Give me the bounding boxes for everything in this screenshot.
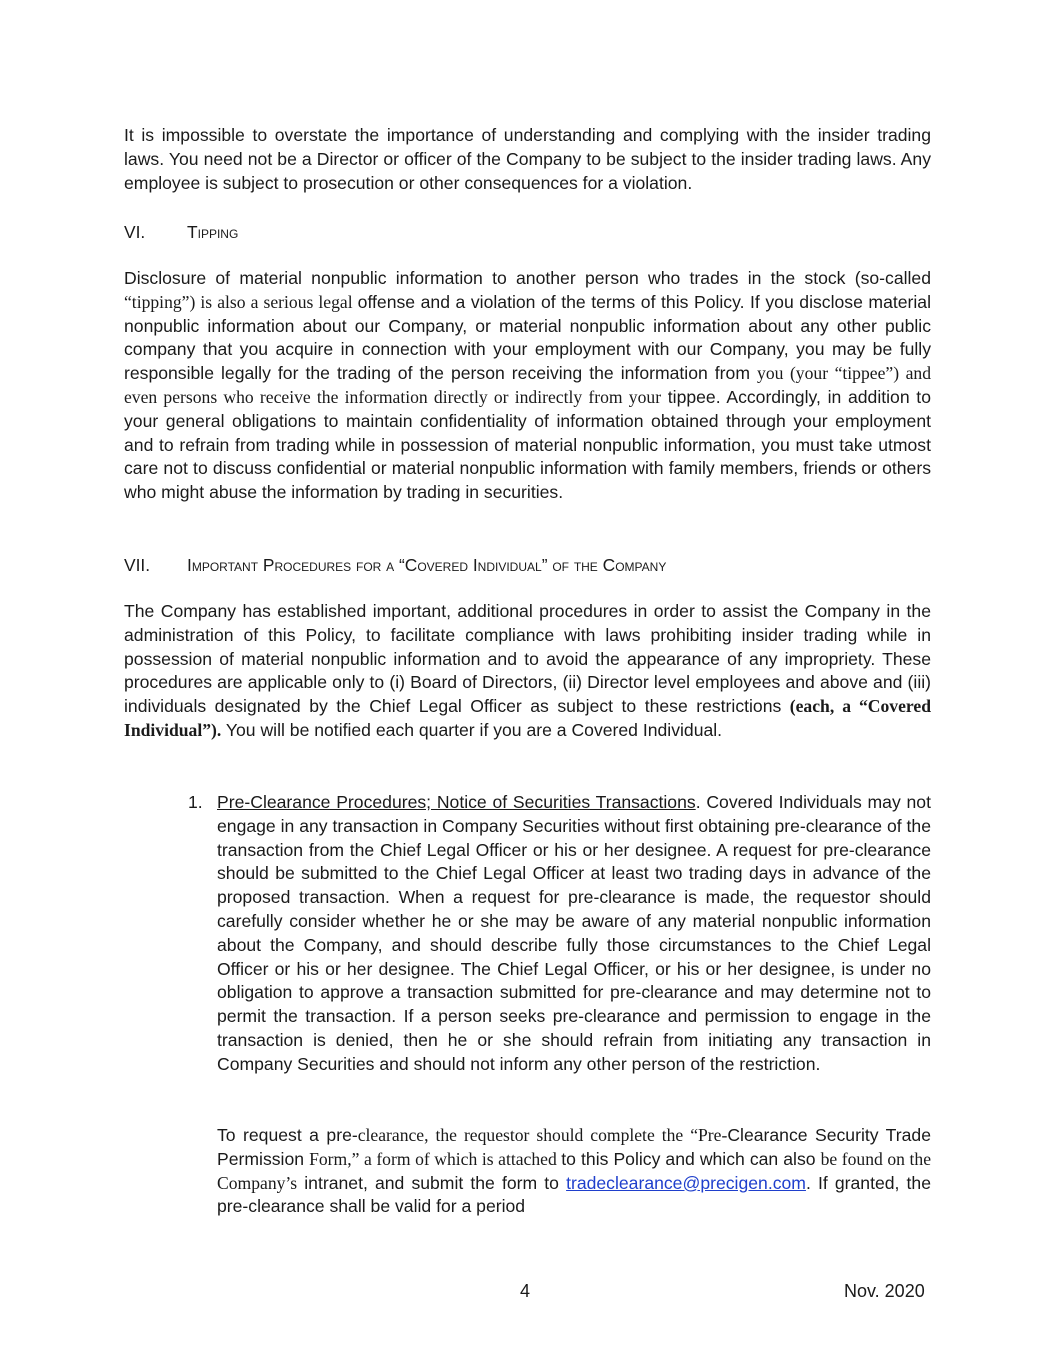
request-text-c: Clearance Security Trade Permission <box>217 1125 931 1169</box>
section-vi-title: Tipping <box>187 222 239 242</box>
footer-date: Nov. 2020 <box>844 1281 925 1301</box>
tradeclearance-email-link[interactable]: tradeclearance@precigen.com <box>566 1172 806 1193</box>
intro-paragraph <box>124 124 931 195</box>
tipping-text-c: offense and a violation of the terms of this Policy. If you disclose material nonpublic information about our Company, or material nonpublic information about any other public company that you acquire in connection with your employment with our Company, you may be fully responsible legally for the trading of the person receiving the information from <box>124 291 931 384</box>
section-vi-heading <box>124 220 238 244</box>
preclearance-heading: Pre-Clearance Procedures; Notice of Securities Transactions <box>217 792 696 812</box>
tipping-text-b: “tipping”) is also a serious legal <box>124 291 358 312</box>
procedures-text-a: The Company has established important, additional procedures in order to assist the Company in the administration of this Policy, to facilitate compliance with laws prohibiting insider trading while in possession of material nonpublic information and to avoid the appearance of any impropriety. These procedures are applicable only to (i) Board of Directors, (ii) Director level employees and above and (iii) individuals designated by the Chief Legal Officer as subject to these restrictions <box>124 601 931 717</box>
procedures-text-b: You will be notified each quarter if you are a Covered Individual. <box>221 719 723 740</box>
request-text-f: be found on the Company’s <box>217 1148 932 1193</box>
section-vii-paragraph <box>124 600 931 743</box>
preclearance-text: . Covered Individuals may not engage in any transaction in Company Securities without first obtaining pre-clearance of the transaction from the Chief Legal Officer or his or her designee. A request for pre-clearance should be submitted to the Chief Legal Officer at least two trading days in advance of the proposed transaction. When a request for pre-clearance is made, the requestor should carefully consider whether he or she may be aware of any material nonpublic information about the Company, and should describe fully those circumstances to the Chief Legal Officer or his or her designee. The Chief Legal Officer, or his or her designee, is under no obligation to approve a transaction submitted for pre-clearance and may determine not to permit the transaction. If a person seeks pre-clearance and permission to engage in the transaction is denied, then he or she should refrain from initiating any transaction in Company Securities and should not inform any other person of the restriction. <box>217 792 931 1074</box>
covered-individual-definition: (each, a “Covered Individual”). <box>124 696 931 740</box>
request-text-b: clearance, the requestor should complete the “Pre- <box>357 1125 728 1145</box>
intro-text: It is impossible to overstate the importance of understanding and complying with the insider trading laws. You need not be a Director or officer of the Company to be subject to the insider trading laws. Any employee is subject to prosecution or other consequences for a violation. <box>124 125 931 193</box>
page-number: 4 <box>520 1281 531 1301</box>
list-item-number: 1. <box>188 792 203 812</box>
tipping-text-a: Disclosure of material nonpublic information to another person who trades in the stock (so-called <box>124 268 931 288</box>
request-text-d: Form,” a form of which is attached <box>309 1148 562 1169</box>
section-vi-paragraph <box>124 267 931 505</box>
tipping-text-e: tippee. Accordingly, in addition to your general obligations to maintain confidentiality of information obtained through your employment and to refrain from trading while in possession of material nonpublic information, you must take utmost care not to discuss confidential or material nonpublic information with family members, friends or others who might abuse the information by trading in securities. <box>124 386 931 503</box>
section-vii-title: Important Procedures for a “Covered Individual” of the Company <box>187 555 667 575</box>
section-vi-number: VI. <box>124 222 146 242</box>
tipping-text-d: you (your “tippee”) and even persons who receive the information directly or indirectly from your <box>124 363 932 407</box>
request-text-a: To request a pre- <box>217 1125 358 1145</box>
section-vii-heading <box>124 553 666 577</box>
section-vii-number: VII. <box>124 555 151 575</box>
list-item-preclearance <box>217 791 931 1077</box>
preclearance-request-paragraph <box>217 1124 931 1219</box>
request-text-h: . If granted, the pre-clearance shall be valid for a period <box>217 1172 931 1217</box>
request-text-g: intranet, and submit the form to <box>297 1172 567 1193</box>
request-text-e: to this Policy and which can also <box>561 1148 821 1169</box>
